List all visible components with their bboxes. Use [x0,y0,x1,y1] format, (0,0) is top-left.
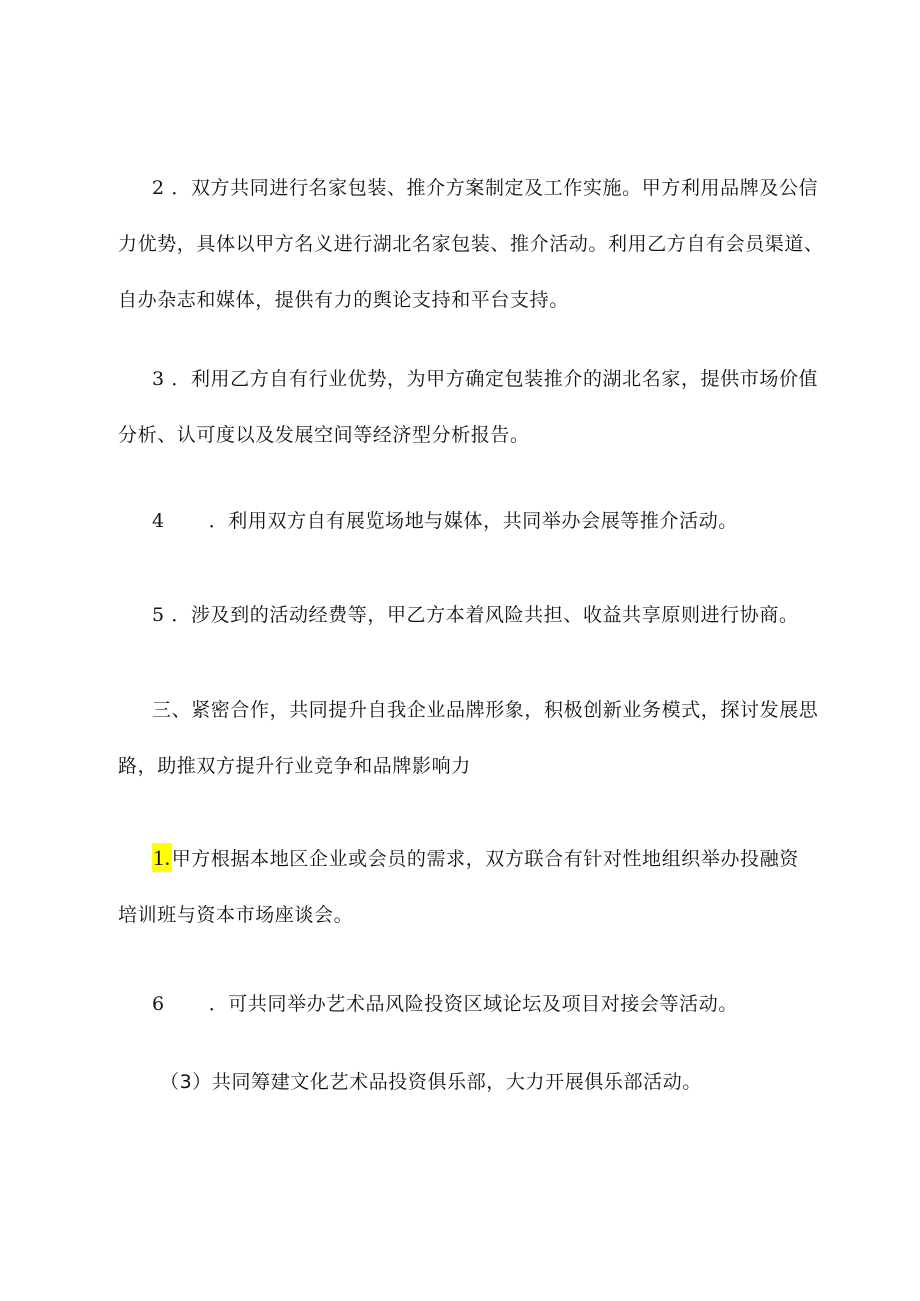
paragraph-3-line-2: 分析、认可度以及发展空间等经济型分析报告。 [118,424,530,446]
sub-item-3-line-1: （3）共同筹建文化艺术品投资俱乐部，大力开展俱乐部活动。 [160,1071,702,1093]
paragraph-3 [118,351,818,463]
paragraph-2 [118,160,824,328]
paragraph-2-line-3: 自办杂志和媒体，提供有力的舆论支持和平台支持。 [118,289,569,311]
sub-item-3 [160,1054,860,1110]
section-three-line-1: 三、紧密合作，共同提升自我企业品牌形象，积极创新业务模式，探讨发展思 [152,699,819,721]
paragraph-text: ．利用双方自有展览场地与媒体，共同举办会展等推介活动。 [208,510,738,532]
paragraph-5-line-1 [118,587,818,643]
section-three-line-2: 路，助推双方提升行业竞争和品牌影响力 [118,755,471,777]
paragraph-5 [118,587,818,643]
highlighted-number: 1. [153,845,171,870]
paragraph-6 [118,976,818,1032]
paragraph-4 [118,493,818,549]
paragraph-2-line-2: 力优势，具体以甲方名义进行湖北名家包装、推介活动。利用乙方自有会员渠道、 [118,233,824,255]
item-number: 4 [152,510,165,532]
item-1 [118,830,818,943]
item-number: 2 [152,177,165,199]
section-three-heading [118,682,818,794]
item-number: 5 [152,604,165,626]
paragraph-4-line-1 [118,493,818,549]
item-1-line-2: 培训班与资本市场座谈会。 [118,904,354,926]
paragraph-text: ．双方共同进行名家包装、推介方案制定及工作实施。甲方利用品牌及公信 [171,177,819,199]
item-number: 6 [152,993,165,1015]
paragraph-6-line-1 [118,976,818,1032]
paragraph-text: 甲方根据本地区企业或会员的需求，双方联合有针对性地组织举办投融资 [171,848,799,870]
paragraph-text: ．涉及到的活动经费等，甲乙方本着风险共担、收益共享原则进行协商。 [171,604,799,626]
paragraph-3-line-1 [118,351,818,407]
item-1-line-1 [118,830,818,887]
paragraph-text: ．利用乙方自有行业优势，为甲方确定包装推介的湖北名家，提供市场价值 [171,368,819,390]
item-number: 3 [152,368,165,390]
paragraph-2-line-1 [118,160,818,216]
paragraph-text: ．可共同举办艺术品风险投资区域论坛及项目对接会等活动。 [208,993,738,1015]
